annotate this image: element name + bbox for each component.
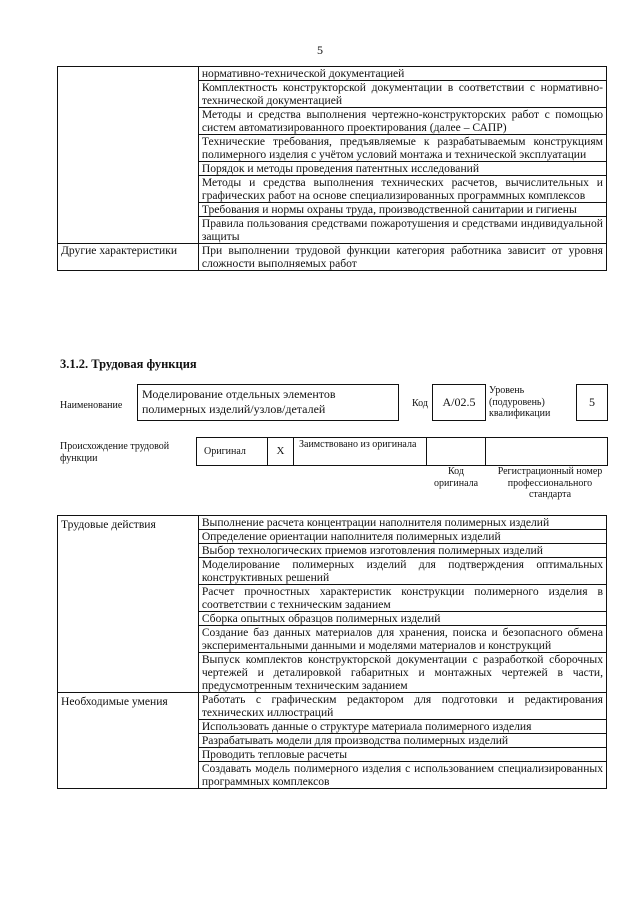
knowledge-item: Методы и средства выполнения чертежно-конструкторских работ с помощью систем автоматизированного проектирования (далее – САПР) (198, 108, 606, 135)
origin-original-cell (196, 437, 268, 466)
action-item: Выполнение расчета концентрации наполнителя полимерных изделий (198, 516, 606, 530)
page-number: 5 (317, 43, 323, 57)
level-value-box (576, 384, 608, 421)
other-characteristics-label: Другие характеристики (58, 244, 199, 271)
code-value: A/02.5 (442, 395, 476, 409)
original-mark: X (276, 445, 285, 457)
skills-label: Необходимые умения (58, 693, 199, 789)
knowledge-item: Комплектность конструкторской документации в соответствии с нормативно-технической документацией (198, 81, 606, 108)
level-value: 5 (589, 395, 595, 409)
action-item: Определение ориентации наполнителя полимерных изделий (198, 530, 606, 544)
level-label: Уровень (подуровень) квалификации (489, 385, 551, 419)
action-item: Моделирование полимерных изделий для подтверждения оптимальных конструктивных решений (198, 558, 606, 585)
action-item: Расчет прочностных характеристик конструкции полимерного изделия в соответствии с техническим заданием (198, 585, 606, 612)
origin-borrowed-cell (293, 437, 427, 466)
table-row (58, 516, 607, 530)
action-item: Выбор технологических приемов изготовления полимерных изделий (198, 544, 606, 558)
empty-label-cell (58, 67, 199, 244)
origin-code-cell (426, 437, 486, 466)
origin-label: Происхождение трудовой функции (60, 441, 170, 464)
skill-item: Создавать модель полимерного изделия с использованием специализированных программных комплексов (198, 762, 606, 789)
section-title: 3.1.2. Трудовая функция (60, 357, 197, 371)
knowledge-table (57, 66, 607, 271)
knowledge-item: Правила пользования средствами пожаротушения и средствами индивидуальной защиты (198, 217, 606, 244)
skill-item: Использовать данные о структуре материала полимерного изделия (198, 720, 606, 734)
knowledge-item: Порядок и методы проведения патентных исследований (198, 162, 606, 176)
origin-mark-cell (267, 437, 294, 466)
code-caption: Код оригинала (433, 466, 479, 489)
origin-reg-cell (485, 437, 608, 466)
original-label: Оригинал (204, 446, 246, 457)
other-characteristics-text: При выполнении трудовой функции категория работника зависит от уровня сложности выполняемых работ (198, 244, 606, 271)
borrowed-label: Заимствовано из оригинала (299, 439, 417, 450)
skill-item: Проводить тепловые расчеты (198, 748, 606, 762)
knowledge-item: Технические требования, предъявляемые к разрабатываемым конструкциям полимерного изделия с учётом условий монтажа и технической эксплуатации (198, 135, 606, 162)
action-item: Сборка опытных образцов полимерных изделий (198, 612, 606, 626)
table-row (58, 244, 607, 271)
action-item: Создание баз данных материалов для хранения, поиска и безопасного обмена экспериментальными данными и моделями материалов и конструкций (198, 626, 606, 653)
actions-table (57, 515, 607, 789)
name-label: Наименование (60, 400, 123, 411)
knowledge-item: Методы и средства выполнения технических расчетов, вычислительных и графических работ на основе специализированных программных комплексов (198, 176, 606, 203)
function-name: Моделирование отдельных элементов полимерных изделий/узлов/деталей (142, 387, 336, 416)
knowledge-item: Требования и нормы охраны труда, производственной санитарии и гигиены (198, 203, 606, 217)
code-label: Код (412, 398, 428, 409)
code-value-box (432, 384, 486, 421)
skill-item: Работать с графическим редактором для подготовки и редактирования технических иллюстраций (198, 693, 606, 720)
skill-item: Разрабатывать модели для производства полимерных изделий (198, 734, 606, 748)
action-item: Выпуск комплектов конструкторской документации с разработкой сборочных чертежей и деталировкой габаритных и монтажных чертежей в части, предусмотренным техническим заданием (198, 653, 606, 693)
table-row (58, 67, 607, 81)
reg-caption: Регистрационный номер профессионального стандарта (497, 466, 603, 500)
name-value-box (137, 384, 399, 421)
actions-label: Трудовые действия (58, 516, 199, 693)
table-row (58, 693, 607, 720)
knowledge-item: нормативно-технической документацией (198, 67, 606, 81)
